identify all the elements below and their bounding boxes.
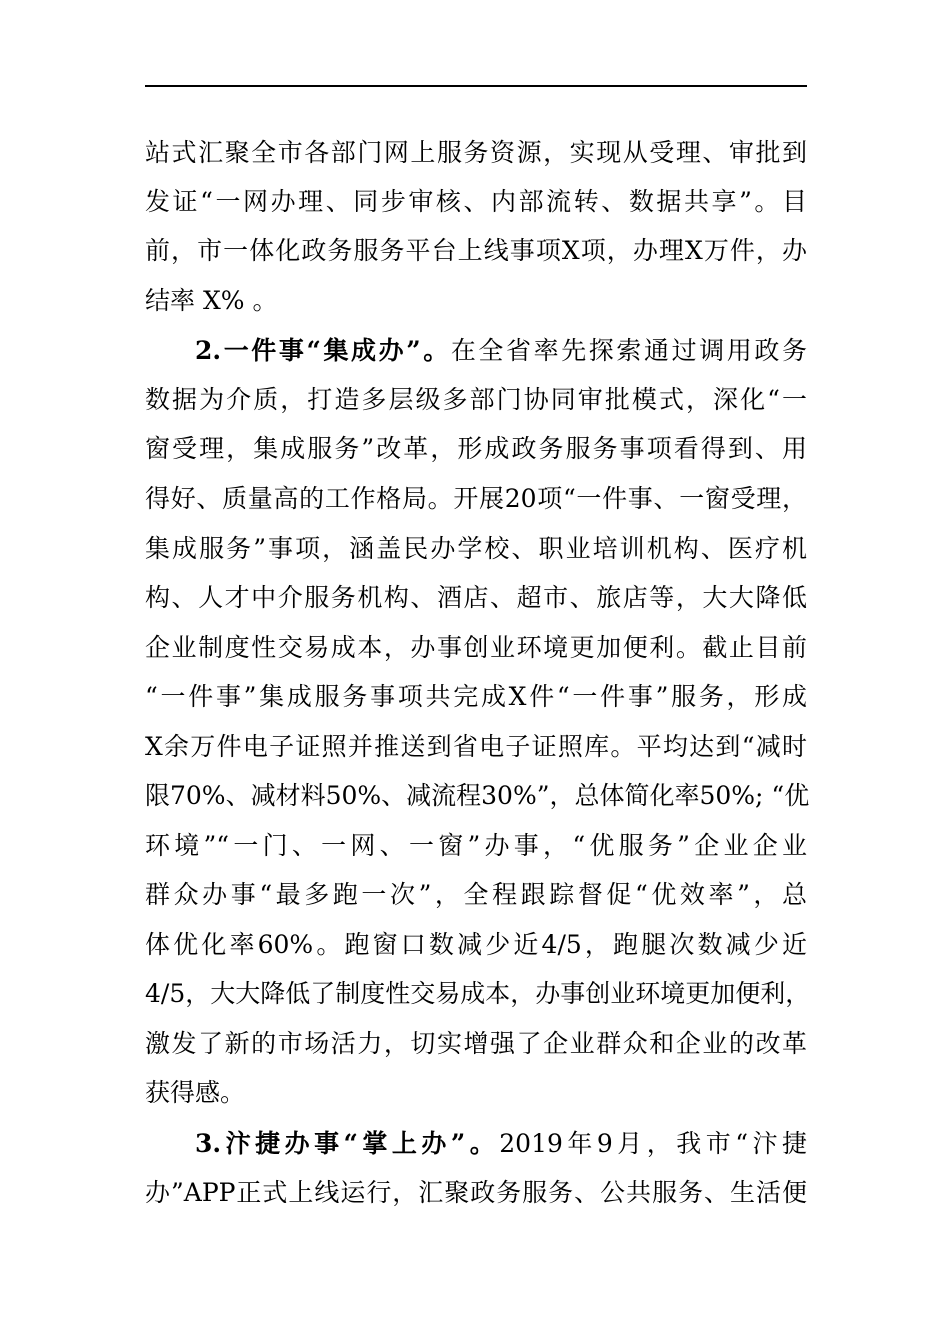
section-3-first-text: 2019年9月，我市“汴捷 <box>499 1129 807 1158</box>
paragraph-line: “一件事”集成服务事项共完成X件“一件事”服务，形成 <box>145 682 807 711</box>
paragraph-line: X余万件电子证照并推送到省电子证照库。平均达到“减时 <box>145 732 807 761</box>
paragraph-line: 结率 X% 。 <box>145 286 278 315</box>
section-2-first-text: 在全省率先探索通过调用政务 <box>450 336 807 365</box>
paragraph-line: 前，市一体化政务服务平台上线事项X项，办理X万件，办 <box>145 236 807 265</box>
paragraph-line: 4/5，大大降低了制度性交易成本，办事创业环境更加便利， <box>145 979 811 1008</box>
paragraph-line: 站式汇聚全市各部门网上服务资源，实现从受理、审批到 <box>145 138 807 167</box>
paragraph-line: 得好、质量高的工作格局。开展20项“一件事、一窗受理， <box>145 484 807 513</box>
paragraph-line: 激发了新的市场活力，切实增强了企业群众和企业的改革 <box>145 1029 807 1058</box>
header-rule <box>145 85 807 87</box>
paragraph-line: 办”APP正式上线运行，汇聚政务服务、公共服务、生活便 <box>145 1178 807 1207</box>
paragraph-line: 获得感。 <box>145 1078 246 1107</box>
section-2-first-line <box>195 334 807 368</box>
paragraph-line: 环境”“一门、一网、一窗”办事，“优服务”企业企业 <box>145 831 807 860</box>
paragraph-line: 体优化率60%。跑窗口数减少近4/5，跑腿次数减少近 <box>145 930 807 959</box>
paragraph-line: 群众办事“最多跑一次”，全程跟踪督促“优效率”，总 <box>145 880 807 909</box>
paragraph-line: 企业制度性交易成本，办事创业环境更加便利。截止目前 <box>145 633 807 662</box>
paragraph-line: 发证“一网办理、同步审核、内部流转、数据共享”。目 <box>145 187 807 216</box>
section-2-heading: 2.一件事“集成办”。 <box>195 336 451 365</box>
paragraph-line: 数据为介质，打造多层级多部门协同审批模式，深化“一 <box>145 385 807 414</box>
paragraph-line: 限70%、减材料50%、减流程30%”，总体简化率50%; “优 <box>145 781 810 810</box>
paragraph-line: 构、人才中介服务机构、酒店、超市、旅店等，大大降低 <box>145 583 807 612</box>
paragraph-line: 集成服务”事项，涵盖民办学校、职业培训机构、医疗机 <box>145 534 807 563</box>
paragraph-line: 窗受理，集成服务”改革，形成政务服务事项看得到、用 <box>145 434 807 463</box>
section-3-heading: 3.汴捷办事“掌上办”。 <box>195 1129 500 1158</box>
section-3-first-line <box>195 1127 807 1161</box>
